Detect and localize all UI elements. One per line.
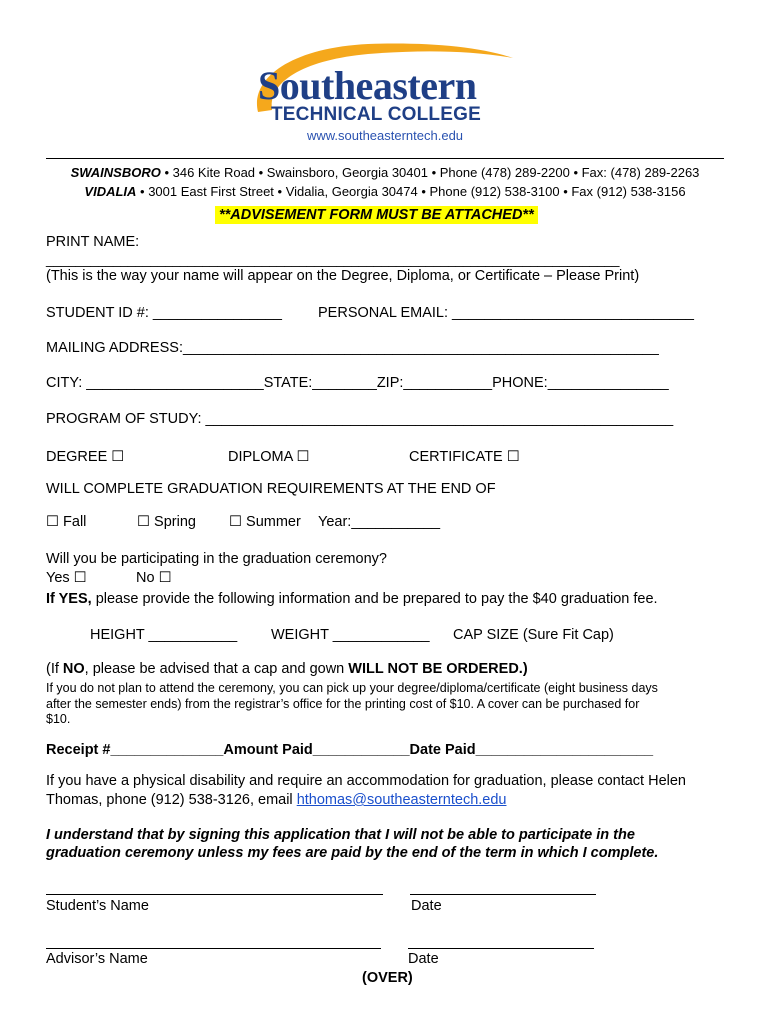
- advisor-date-line[interactable]: [408, 948, 594, 949]
- print-name-label: PRINT NAME:: [46, 234, 140, 250]
- understanding-statement-line-2: graduation ceremony unless my fees are paid by the end of the term in which I complete.: [46, 845, 659, 861]
- contact-email-link[interactable]: hthomas@southeasterntech.edu: [296, 792, 507, 808]
- over-note: (OVER): [362, 970, 413, 986]
- swainsboro-label: SWAINSBORO: [70, 165, 161, 180]
- student-signature-line[interactable]: [46, 894, 383, 895]
- no-checkbox[interactable]: No ☐: [136, 570, 172, 586]
- no-attend-line-3: $10.: [46, 712, 71, 726]
- student-date-label: Date: [411, 898, 442, 914]
- mailing-address-field[interactable]: MAILING ADDRESS:___________________________________________________________: [46, 340, 659, 356]
- if-yes-instruction: [46, 591, 658, 607]
- print-name-field[interactable]: _____________________________________________________________________________: [46, 252, 620, 267]
- advisors-name-label: Advisor’s Name: [46, 951, 148, 967]
- year-field[interactable]: Year:___________: [318, 514, 441, 530]
- advisement-banner: **ADVISEMENT FORM MUST BE ATTACHED**: [215, 206, 538, 224]
- vidalia-details: • 3001 East First Street • Vidalia, Georgia 30474 • Phone (912) 538-3100 • Fax (912) 538-3156: [136, 184, 686, 199]
- website-link[interactable]: www.southeasterntech.edu: [306, 128, 464, 143]
- certificate-checkbox[interactable]: CERTIFICATE ☐: [409, 449, 520, 465]
- diploma-checkbox[interactable]: DIPLOMA ☐: [228, 449, 310, 465]
- cap-size-label: CAP SIZE (Sure Fit Cap): [453, 627, 614, 643]
- no-attend-line-1: If you do not plan to attend the ceremony, you can pick up your degree/diploma/certificate (eight business days: [46, 681, 658, 695]
- if-yes-bold: If YES,: [46, 591, 92, 607]
- summer-checkbox[interactable]: ☐ Summer: [229, 514, 301, 530]
- receipt-amount-date-field[interactable]: Receipt #______________Amount Paid____________Date Paid______________________: [46, 742, 654, 758]
- disability-contact: Thomas, phone (912) 538-3126, email: [46, 792, 297, 808]
- if-no-open: (If: [46, 661, 63, 677]
- no-attend-line-2: after the semester ends) from the registrar’s office for the printing cost of $10. A cover can be purchased for: [46, 697, 640, 711]
- student-date-line[interactable]: [410, 894, 596, 895]
- fall-checkbox[interactable]: ☐ Fall: [46, 514, 87, 530]
- yes-checkbox[interactable]: Yes ☐: [46, 570, 87, 586]
- logo-subtitle: TECHNICAL COLLEGE: [271, 104, 481, 125]
- if-no-mid: , please be advised that a cap and gown: [84, 661, 349, 677]
- if-yes-text: please provide the following information and be prepared to pay the $40 graduation fee.: [91, 591, 658, 607]
- student-id-field[interactable]: STUDENT ID #: ________________: [46, 305, 282, 321]
- weight-field[interactable]: WEIGHT ____________: [271, 627, 430, 643]
- print-name-note: (This is the way your name will appear on the Degree, Diploma, or Certificate – Please Print): [46, 268, 640, 284]
- swainsboro-details: • 346 Kite Road • Swainsboro, Georgia 30401 • Phone (478) 289-2200 • Fax: (478) 289-2263: [160, 165, 700, 180]
- logo-wordmark: Southeastern: [258, 63, 477, 108]
- program-of-study-field[interactable]: PROGRAM OF STUDY: __________________________________________________________: [46, 411, 674, 427]
- personal-email-field[interactable]: PERSONAL EMAIL: ______________________________: [318, 305, 694, 321]
- city-state-zip-phone-field[interactable]: CITY: ______________________STATE:________ZIP:___________PHONE:_______________: [46, 375, 669, 391]
- if-no-bold: NO: [62, 661, 85, 677]
- disability-line-2: [46, 792, 506, 808]
- if-no-bold-2: WILL NOT BE ORDERED.): [348, 661, 528, 677]
- degree-checkbox[interactable]: DEGREE ☐: [46, 449, 125, 465]
- vidalia-address: [0, 184, 770, 199]
- completion-term-label: WILL COMPLETE GRADUATION REQUIREMENTS AT THE END OF: [46, 481, 496, 497]
- students-name-label: Student’s Name: [46, 898, 149, 914]
- disability-line-1: If you have a physical disability and require an accommodation for graduation, please contact Helen: [46, 773, 686, 789]
- if-no-notice: [46, 661, 528, 677]
- advisor-signature-line[interactable]: [46, 948, 381, 949]
- advisor-date-label: Date: [408, 951, 439, 967]
- spring-checkbox[interactable]: ☐ Spring: [137, 514, 196, 530]
- swainsboro-address: [0, 165, 770, 180]
- header-divider: [46, 158, 724, 159]
- understanding-statement-line-1: I understand that by signing this application that I will not be able to participate in the: [46, 827, 635, 843]
- height-field[interactable]: HEIGHT ___________: [90, 627, 238, 643]
- ceremony-question: Will you be participating in the graduation ceremony?: [46, 551, 387, 567]
- vidalia-label: VIDALIA: [84, 184, 137, 199]
